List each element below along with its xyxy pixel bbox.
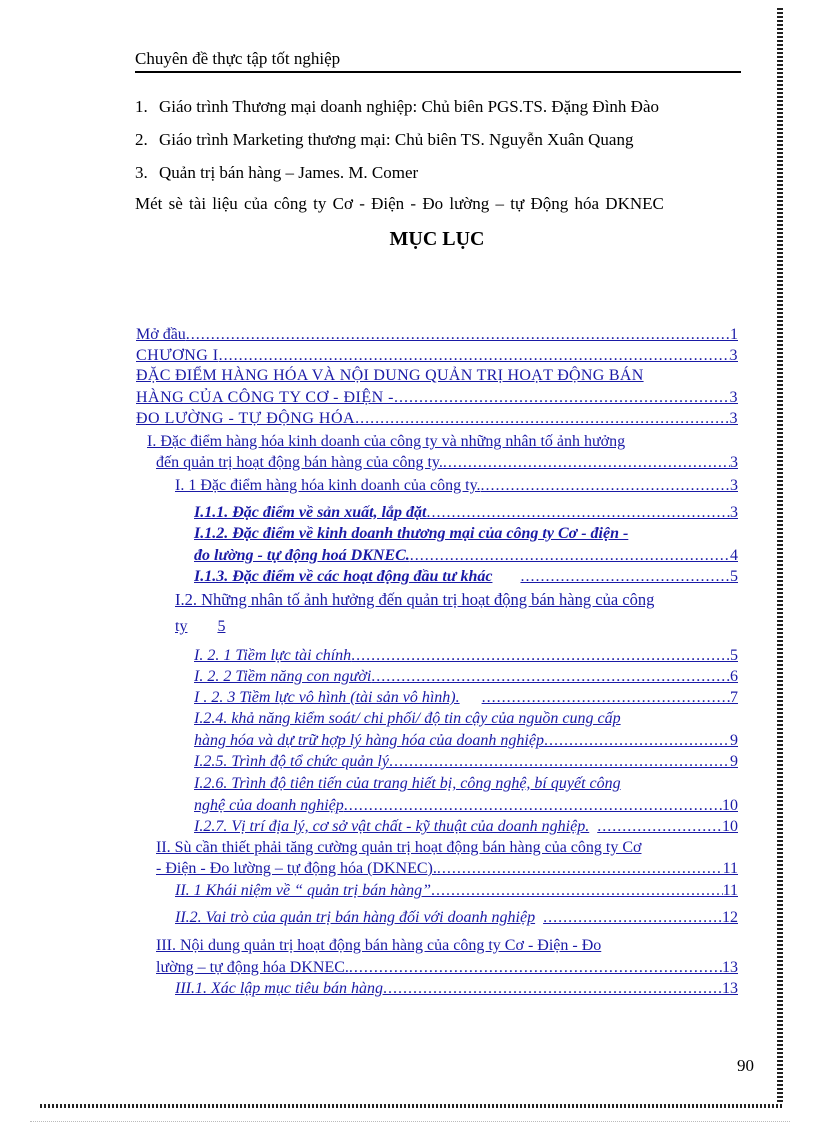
toc-leader bbox=[394, 388, 730, 408]
toc-entry-section-1-2-3[interactable] bbox=[194, 688, 738, 708]
toc-entry-label: II. 1 Khái niệm về “ quản trị bán hàng” bbox=[175, 882, 431, 899]
toc-entry-chapter-title[interactable] bbox=[136, 388, 738, 408]
toc-entry-label: HÀNG CỦA CÔNG TY CƠ - ĐIỆN - bbox=[136, 389, 394, 406]
toc-entry-label: I. 1 Đặc điểm hàng hóa kinh doanh của công ty. bbox=[175, 477, 481, 494]
toc-entry-section-1-1-1[interactable] bbox=[194, 503, 738, 523]
reference-note: Mét sè tài liệu của công ty Cơ - Điện - Đo lường – tự Động hóa DKNEC bbox=[135, 194, 664, 213]
toc-title: MỤC LỤC bbox=[389, 228, 485, 250]
toc-entry-chapter-title-line1[interactable]: ĐẶC ĐIỂM HÀNG HÓA VÀ NỘI DUNG QUẢN TRỊ HOẠT ĐỘNG BÁN bbox=[136, 367, 644, 384]
toc-leader bbox=[349, 958, 722, 978]
toc-entry-page: 11 bbox=[722, 860, 738, 877]
toc-entry-section-2[interactable] bbox=[156, 859, 738, 879]
reference-number: 1. bbox=[135, 97, 148, 116]
toc-entry-label: I.1.3. Đặc điểm về các hoạt động đầu tư khác bbox=[194, 568, 493, 585]
toc-leader bbox=[351, 646, 730, 666]
page-border-bottom bbox=[40, 1104, 783, 1108]
toc-leader bbox=[344, 796, 722, 816]
toc-entry-section-1[interactable] bbox=[156, 453, 738, 473]
toc-entry-label: I. 2. 2 Tiềm năng con người bbox=[194, 668, 372, 685]
toc-entry-section-1-1-3[interactable] bbox=[194, 567, 738, 587]
reference-item bbox=[135, 129, 745, 162]
toc-leader bbox=[437, 859, 723, 879]
toc-entry-section-2-1[interactable] bbox=[175, 881, 738, 901]
toc-leader bbox=[431, 881, 723, 901]
toc-entry-section-1-2-2[interactable] bbox=[194, 667, 738, 687]
toc-entry-section-1-2-4[interactable] bbox=[194, 731, 738, 751]
toc-entry-chuong-1[interactable] bbox=[136, 346, 738, 366]
toc-entry-label: I.1.1. Đặc điểm về sản xuất, lắp đặt bbox=[194, 504, 427, 521]
toc-entry-section-1-2-6-line1[interactable]: I.2.6. Trình độ tiên tiến của trang hiết bị, công nghệ, bí quyết công bbox=[194, 775, 621, 792]
toc-entry-page: 3 bbox=[730, 454, 738, 471]
toc-entry-label: đo lường - tự động hoá DKNEC. bbox=[194, 547, 410, 564]
toc-entry-page: 3 bbox=[730, 477, 738, 494]
toc-leader bbox=[492, 567, 730, 587]
toc-entry-section-3-line1[interactable]: III. Nội dung quản trị hoạt động bán hàng của công ty Cơ - Điện - Đo bbox=[156, 937, 602, 954]
toc-entry-label: hàng hóa và dự trữ hợp lý hàng hóa của doanh nghiệp bbox=[194, 732, 544, 749]
toc-entry-label: Mở đầu bbox=[136, 326, 186, 343]
toc-entry-page: 12 bbox=[722, 909, 738, 926]
toc-entry-section-1-2-6[interactable] bbox=[194, 796, 738, 816]
toc-entry-page: 11 bbox=[722, 882, 738, 899]
toc-entry-mo-dau[interactable] bbox=[136, 325, 738, 345]
reference-text: Giáo trình Thương mại doanh nghiệp: Chủ biên PGS.TS. Đặng Đình Đào bbox=[159, 97, 659, 116]
toc-leader bbox=[426, 503, 730, 523]
toc-entry-section-1-2-4-line1[interactable]: I.2.4. khả năng kiểm soát/ chi phối/ độ tin cậy của nguồn cung cấp bbox=[194, 710, 621, 727]
toc-entry-page: 13 bbox=[722, 959, 738, 976]
toc-entry-section-1-line1[interactable]: I. Đặc điểm hàng hóa kinh doanh của công ty và những nhân tố ảnh hưởng bbox=[147, 433, 626, 450]
toc-entry-page: 9 bbox=[730, 753, 738, 770]
reference-number: 2. bbox=[135, 130, 148, 149]
toc-entry-label: I.2.7. Vị trí địa lý, cơ sở vật chất - kỹ thuật của doanh nghiệp. bbox=[194, 818, 590, 835]
toc-entry-label: - Điện - Đo lường – tự động hóa (DKNEC). bbox=[156, 860, 437, 877]
toc-entry-section-1-2-line1[interactable]: I.2. Những nhân tố ảnh hưởng đến quản trị hoạt động bán hàng của công bbox=[175, 590, 655, 609]
reference-list bbox=[135, 96, 745, 195]
toc-entry-page: 5 bbox=[217, 618, 226, 635]
toc-leader bbox=[481, 476, 730, 496]
toc-entry-label: II.2. Vai trò của quản trị bán hàng đối với doanh nghiệp bbox=[175, 909, 536, 926]
toc-entry-page: 5 bbox=[730, 647, 738, 664]
toc-entry-do-luong[interactable] bbox=[136, 409, 738, 429]
toc-leader bbox=[443, 453, 730, 473]
running-header: Chuyên đề thực tập tốt nghiệp bbox=[135, 49, 741, 73]
toc-entry-label: lường – tự động hóa DKNEC. bbox=[156, 959, 349, 976]
toc-leader bbox=[355, 409, 729, 429]
toc-leader bbox=[544, 731, 730, 751]
toc-entry-label: nghệ của doanh nghiệp bbox=[194, 797, 344, 814]
toc-entry-label: I.2.5. Trình độ tổ chức quản lý bbox=[194, 753, 389, 770]
toc-entry-page: 3 bbox=[729, 347, 738, 364]
reference-text: Giáo trình Marketing thương mại: Chủ biên TS. Nguyễn Xuân Quang bbox=[159, 130, 634, 149]
reference-item bbox=[135, 96, 745, 129]
toc-leader bbox=[219, 346, 730, 366]
toc-entry-section-1-2-5[interactable] bbox=[194, 752, 738, 772]
toc-entry-label: ty bbox=[175, 618, 188, 635]
page-number: 90 bbox=[737, 1056, 754, 1075]
toc-entry-page: 13 bbox=[722, 980, 738, 997]
toc-entry-label: I. 2. 1 Tiềm lực tài chính bbox=[194, 647, 352, 664]
toc-entry-label: I . 2. 3 Tiềm lực vô hình (tài sản vô hình). bbox=[194, 689, 460, 706]
toc-entry-page: 1 bbox=[730, 326, 738, 343]
toc-entry-label: CHƯƠNG I bbox=[136, 347, 219, 364]
toc-entry-page: 10 bbox=[722, 797, 738, 814]
reference-number: 3. bbox=[135, 163, 148, 182]
toc-entry-label: III.1. Xác lập mục tiêu bán hàng bbox=[175, 980, 383, 997]
toc-entry-section-3[interactable] bbox=[156, 958, 738, 978]
page-break-line bbox=[30, 1121, 790, 1122]
toc-leader bbox=[535, 908, 722, 928]
reference-item bbox=[135, 162, 745, 195]
toc-leader bbox=[371, 667, 730, 687]
toc-entry-page: 6 bbox=[730, 668, 738, 685]
toc-entry-page: 10 bbox=[722, 818, 738, 835]
reference-text: Quản trị bán hàng – James. M. Comer bbox=[159, 163, 419, 182]
toc-leader bbox=[410, 546, 730, 566]
toc-entry-section-3-1[interactable] bbox=[175, 979, 738, 999]
page-border-right bbox=[777, 8, 783, 1106]
toc-leader bbox=[460, 688, 730, 708]
toc-entry-section-1-2-7[interactable] bbox=[194, 817, 738, 837]
toc-entry-label: đến quản trị hoạt động bán hàng của công ty. bbox=[156, 454, 443, 471]
toc-entry-section-1-1-2-line1[interactable]: I.1.2. Đặc điểm về kinh doanh thương mại của công ty Cơ - điện - bbox=[194, 525, 629, 542]
toc-entry-section-1-2-1[interactable] bbox=[194, 646, 738, 666]
toc-entry-page: 3 bbox=[729, 410, 738, 427]
toc-entry-section-1-2[interactable] bbox=[175, 617, 255, 637]
toc-leader bbox=[383, 979, 722, 999]
toc-entry-page: 5 bbox=[730, 568, 738, 585]
toc-leader bbox=[186, 325, 730, 345]
toc-leader bbox=[589, 817, 722, 837]
toc-entry-page: 9 bbox=[730, 732, 738, 749]
toc-entry-label: ĐO LƯỜNG - TỰ ĐỘNG HÓA bbox=[136, 410, 356, 427]
toc-entry-page: 7 bbox=[730, 689, 738, 706]
toc-entry-section-2-line1[interactable]: II. Sù cần thiết phải tăng cường quản trị hoạt động bán hàng của công ty Cơ bbox=[156, 839, 642, 856]
toc-entry-section-2-2[interactable] bbox=[175, 908, 738, 928]
toc-entry-section-1-1[interactable] bbox=[175, 476, 738, 496]
toc-leader bbox=[389, 752, 730, 772]
toc-entry-section-1-1-2[interactable] bbox=[194, 546, 738, 566]
toc-entry-page: 3 bbox=[729, 389, 738, 406]
toc-entry-page: 4 bbox=[730, 547, 738, 564]
toc-entry-page: 3 bbox=[730, 504, 738, 521]
